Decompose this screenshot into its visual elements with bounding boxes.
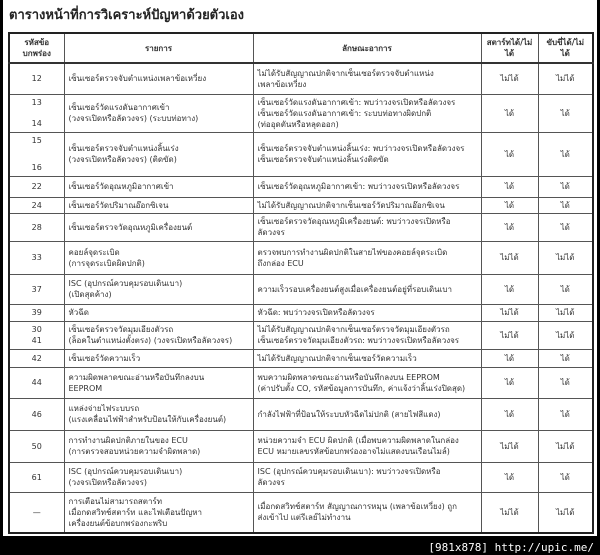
item-line: เซ็นเซอร์วัดปริมาณอ๊อกซิเจน xyxy=(68,200,169,210)
cell-code xyxy=(9,430,64,462)
cell-item xyxy=(64,132,253,176)
table-row xyxy=(9,132,593,176)
item-line: เซ็นเซอร์วัดความเร็ว xyxy=(68,353,141,363)
cell-drive: ได้ xyxy=(538,349,593,367)
code-value: 33 xyxy=(31,253,42,262)
table-row xyxy=(9,398,593,430)
symptom-line: เพลาข้อเหวี่ยง xyxy=(257,79,307,89)
item-line: EEPROM xyxy=(68,383,103,393)
cell-drive: ได้ xyxy=(538,132,593,176)
cell-symptom xyxy=(253,94,481,132)
table-row xyxy=(9,492,593,533)
cell-drive: ไม่ได้ xyxy=(538,304,593,321)
cell-start: ได้ xyxy=(481,349,538,367)
cell-start: ได้ xyxy=(481,132,538,176)
cell-symptom xyxy=(253,274,481,304)
cell-code xyxy=(9,398,64,430)
cell-item xyxy=(64,367,253,398)
table-row xyxy=(9,462,593,492)
cell-item xyxy=(64,304,253,321)
symptom-line: เซ็นเซอร์ตรวจวัดมุมเอียงตัวรถ: พบว่าวงจรเปิดหรือลัดวงจร xyxy=(257,336,460,345)
cell-start: ได้ xyxy=(481,274,538,304)
cell-code xyxy=(9,349,64,367)
page-title: ตารางหน้าที่การวิเคราะห์ปัญหาด้วยตัวเอง xyxy=(9,8,245,23)
code-value: 46 xyxy=(31,409,42,419)
symptom-line: ถึงกล่อง ECU xyxy=(257,258,304,268)
symptom-line: ลัดวงจร xyxy=(257,478,285,487)
code-value: 14 xyxy=(31,119,42,128)
item-line: (การจุดระเบิดผิดปกติ) xyxy=(68,258,145,268)
code-value: 41 xyxy=(31,336,42,345)
cell-drive: ได้ xyxy=(538,213,593,241)
symptom-line: เซ็นเซอร์วัดอุณหภูมิอากาศเข้า: พบว่าวงจรเปิดหรือลัดวงจร xyxy=(257,182,460,191)
code-value: 12 xyxy=(31,74,42,84)
header-item: รายการ xyxy=(64,33,253,63)
item-line: เซ็นเซอร์วัดอุณหภูมิอากาศเข้า xyxy=(68,182,174,191)
item-line: หัวฉีด xyxy=(68,308,89,317)
item-line: การทำงานผิดปกติภายในของ ECU xyxy=(68,436,188,445)
table-row xyxy=(9,274,593,304)
symptom-line: เซ็นเซอร์วัดแรงดันอากาศเข้า: พบว่าวงจรเปิดหรือลัดวงจร xyxy=(257,97,456,107)
symptom-line: เซ็นเซอร์ตรวจจับตำแหน่งลิ้นเร่ง: พบว่าวงจรเปิดหรือลัดวงจร xyxy=(257,144,465,153)
symptom-line: (ค่าปรับตั้ง CO, รหัสข้อมูลการบันทึก, ค่าแจ้งว่าลิ้นเร่งปิดสุด) xyxy=(257,383,466,393)
symptom-line: ECU หมายเลขรหัสข้อบกพร่องอาจไม่แสดงบนเรือนไมล์) xyxy=(257,447,450,456)
cell-code xyxy=(9,63,64,94)
code-value: 22 xyxy=(31,182,42,191)
item-line: เซ็นเซอร์ตรวจจับตำแหน่งลิ้นเร่ง xyxy=(68,144,179,153)
symptom-line: ไม่ได้รับสัญญาณปกติจากเซ็นเซอร์ตรวจวัดมุมเอียงตัวรถ xyxy=(257,325,450,334)
item-line: ISC (อุปกรณ์ควบคุมรอบเดินเบา) xyxy=(68,279,183,288)
cell-code xyxy=(9,492,64,533)
code-value: 28 xyxy=(31,222,42,232)
cell-item xyxy=(64,349,253,367)
item-line: เมื่อกดสวิทช์สตาร์ท และไฟเตือนปัญหา xyxy=(68,507,203,517)
cell-symptom xyxy=(253,462,481,492)
cell-item xyxy=(64,274,253,304)
cell-item xyxy=(64,462,253,492)
cell-drive: ไม่ได้ xyxy=(538,63,593,94)
cell-symptom xyxy=(253,213,481,241)
cell-symptom xyxy=(253,430,481,462)
table-row xyxy=(9,213,593,241)
cell-start: ได้ xyxy=(481,462,538,492)
symptom-line: (ท่ออุดตันหรือหลุดออก) xyxy=(257,119,339,129)
cell-symptom xyxy=(253,132,481,176)
cell-symptom xyxy=(253,492,481,533)
symptom-line: ส่งเข้าไป แต่รีเลย์ไม่ทำงาน xyxy=(257,513,351,523)
cell-drive: ได้ xyxy=(538,197,593,213)
item-line: เครื่องยนต์ข้อบกพร่องกะพริบ xyxy=(68,518,168,528)
symptom-line: กำลังไฟฟ้าที่ป้อนให้ระบบหัวฉีดไม่ปกติ (สายไฟสีแดง) xyxy=(257,409,441,419)
symptom-line: เมื่อกดสวิทช์สตาร์ท สัญญาณการหมุน (เพลาข้อเหวี่ยง) ถูก xyxy=(257,502,457,512)
cell-drive: ไม่ได้ xyxy=(538,492,593,533)
table-row xyxy=(9,367,593,398)
cell-drive: ได้ xyxy=(538,462,593,492)
item-line: (วงจรเปิดหรือลัดวงจร) (ระบบท่อทาง) xyxy=(68,114,199,123)
code-value: 50 xyxy=(31,441,42,451)
item-line: เซ็นเซอร์วัดแรงดันอากาศเข้า xyxy=(68,103,170,112)
symptom-line: ความเร็วรอบเครื่องยนต์สูงเมื่อเครื่องยนต์อยู่ที่รอบเดินเบา xyxy=(257,284,452,294)
code-value: 15 xyxy=(31,136,42,145)
header-symptom: ลักษณะอาการ xyxy=(253,33,481,63)
symptom-line: ไม่ได้รับสัญญาณปกติจากเซ็นเซอร์วัดความเร็ว xyxy=(257,353,417,363)
symptom-line: ไม่ได้รับสัญญาณปกติจากเซ็นเซอร์ตรวจจับตำแหน่ง xyxy=(257,68,434,78)
cell-start: ได้ xyxy=(481,197,538,213)
cell-item xyxy=(64,321,253,349)
cell-code xyxy=(9,304,64,321)
table-row xyxy=(9,241,593,274)
code-value: 13 xyxy=(31,98,42,107)
cell-code xyxy=(9,197,64,213)
code-value: 39 xyxy=(31,308,42,317)
cell-item xyxy=(64,94,253,132)
cell-item xyxy=(64,213,253,241)
cell-start: ไม่ได้ xyxy=(481,63,538,94)
cell-drive: ไม่ได้ xyxy=(538,241,593,274)
cell-drive: ไม่ได้ xyxy=(538,321,593,349)
code-value: 16 xyxy=(31,163,42,172)
table-row xyxy=(9,94,593,132)
symptom-line: หัวฉีด: พบว่าวงจรเปิดหรือลัดวงจร xyxy=(257,308,375,317)
symptom-line: ISC (อุปกรณ์ควบคุมรอบเดินเบา): พบว่าวงจรเปิดหรือ xyxy=(257,467,441,476)
table-row xyxy=(9,321,593,349)
symptom-line: ไม่ได้รับสัญญาณปกติจากเซ็นเซอร์วัดปริมาณอ๊อกซิเจน xyxy=(257,200,445,210)
cell-drive: ได้ xyxy=(538,398,593,430)
cell-code xyxy=(9,462,64,492)
cell-start: ได้ xyxy=(481,176,538,197)
header-drive: ขับขี่ได้/ไม่ได้ xyxy=(538,33,593,63)
symptom-line: ตรวจพบการทำงานผิดปกติในสายไฟของคอยล์จุดระเบิด xyxy=(257,247,448,257)
cell-start: ได้ xyxy=(481,367,538,398)
cell-start: ไม่ได้ xyxy=(481,430,538,462)
code-value: 37 xyxy=(31,284,42,294)
cell-start: ไม่ได้ xyxy=(481,241,538,274)
cell-item xyxy=(64,241,253,274)
item-line: เซ็นเซอร์ตรวจวัดมุมเอียงตัวรถ xyxy=(68,325,174,334)
table-row xyxy=(9,63,593,94)
cell-code xyxy=(9,132,64,176)
cell-start: ได้ xyxy=(481,213,538,241)
code-value: 61 xyxy=(31,472,42,482)
cell-symptom xyxy=(253,63,481,94)
cell-code xyxy=(9,321,64,349)
cell-code xyxy=(9,367,64,398)
item-line: (วงจรเปิดหรือลัดวงจร) (ติดขัด) xyxy=(68,155,177,164)
cell-start: ได้ xyxy=(481,398,538,430)
cell-symptom xyxy=(253,241,481,274)
cell-symptom xyxy=(253,197,481,213)
item-line: ISC (อุปกรณ์ควบคุมรอบเดินเบา) xyxy=(68,467,183,476)
code-value: — xyxy=(32,507,41,517)
code-value: 24 xyxy=(31,200,42,210)
cell-symptom xyxy=(253,367,481,398)
cell-item xyxy=(64,176,253,197)
item-line: แหล่งจ่ายไฟระบบรถ xyxy=(68,404,140,413)
cell-symptom xyxy=(253,349,481,367)
diagnosis-table xyxy=(8,32,594,534)
header-start: สตาร์ทได้/ไม่ได้ xyxy=(481,33,538,63)
symptom-line: เซ็นเซอร์ตรวจจับตำแหน่งลิ้นเร่งติดขัด xyxy=(257,155,389,164)
symptom-line: เซ็นเซอร์วัดแรงดันอากาศเข้า: ระบบท่อทางผิดปกติ xyxy=(257,108,432,118)
cell-code xyxy=(9,176,64,197)
item-line: เซ็นเซอร์ตรวจจับตำแหน่งเพลาข้อเหวี่ยง xyxy=(68,74,207,84)
cell-start: ได้ xyxy=(481,94,538,132)
cell-item xyxy=(64,63,253,94)
item-line: (การตรวจสอบหน่วยความจำผิดพลาด) xyxy=(68,447,201,456)
cell-symptom xyxy=(253,321,481,349)
table-row xyxy=(9,430,593,462)
symptom-line: ลัดวงจร xyxy=(257,228,285,237)
cell-symptom xyxy=(253,176,481,197)
cell-drive: ได้ xyxy=(538,176,593,197)
item-line: ความผิดพลาดขณะอ่านหรือบันทึกลงบน xyxy=(68,372,205,382)
watermark: [981x878] http://upic.me/ xyxy=(428,541,594,554)
cell-item xyxy=(64,197,253,213)
cell-item xyxy=(64,430,253,462)
cell-drive: ได้ xyxy=(538,94,593,132)
table-header xyxy=(9,33,593,63)
cell-item xyxy=(64,398,253,430)
cell-code xyxy=(9,241,64,274)
symptom-line: หน่วยความจำ ECU ผิดปกติ (เมื่อพบความผิดพลาดในกล่อง xyxy=(257,436,459,445)
table-row xyxy=(9,176,593,197)
symptom-line: เซ็นเซอร์ตรวจวัดอุณหภูมิเครื่องยนต์: พบว่าวงจรเปิดหรือ xyxy=(257,217,451,226)
item-line: (เปิดสุดค้าง) xyxy=(68,290,112,299)
table-row xyxy=(9,197,593,213)
cell-drive: ไม่ได้ xyxy=(538,430,593,462)
cell-code xyxy=(9,94,64,132)
symptom-line: พบความผิดพลาดขณะอ่านหรือบันทึกลงบน EEPROM xyxy=(257,372,440,382)
cell-start: ไม่ได้ xyxy=(481,492,538,533)
item-line: (วงจรเปิดหรือลัดวงจร) xyxy=(68,478,147,487)
cell-code xyxy=(9,274,64,304)
code-value: 44 xyxy=(31,378,42,387)
item-line: (ล็อคในตำแหน่งตั้งตรง) (วงจรเปิดหรือลัดวงจร) xyxy=(68,336,233,345)
cell-item xyxy=(64,492,253,533)
cell-drive: ได้ xyxy=(538,274,593,304)
table-row xyxy=(9,349,593,367)
item-line: (แรงเคลื่อนไฟฟ้าสำหรับป้อนให้กับเครื่องยนต์) xyxy=(68,415,227,424)
code-value: 42 xyxy=(31,353,42,363)
cell-drive: ได้ xyxy=(538,367,593,398)
code-value: 30 xyxy=(31,325,42,334)
cell-symptom xyxy=(253,304,481,321)
item-line: เซ็นเซอร์ตรวจวัดอุณหภูมิเครื่องยนต์ xyxy=(68,222,193,232)
item-line: คอยล์จุดระเบิด xyxy=(68,247,120,257)
cell-symptom xyxy=(253,398,481,430)
table-row xyxy=(9,304,593,321)
cell-start: ไม่ได้ xyxy=(481,304,538,321)
cell-code xyxy=(9,213,64,241)
document-page xyxy=(3,0,597,536)
item-line: การเตือนไม่สามารถสตาร์ท xyxy=(68,496,163,506)
cell-start: ไม่ได้ xyxy=(481,321,538,349)
header-code: รหัสข้อบกพร่อง xyxy=(9,33,64,63)
